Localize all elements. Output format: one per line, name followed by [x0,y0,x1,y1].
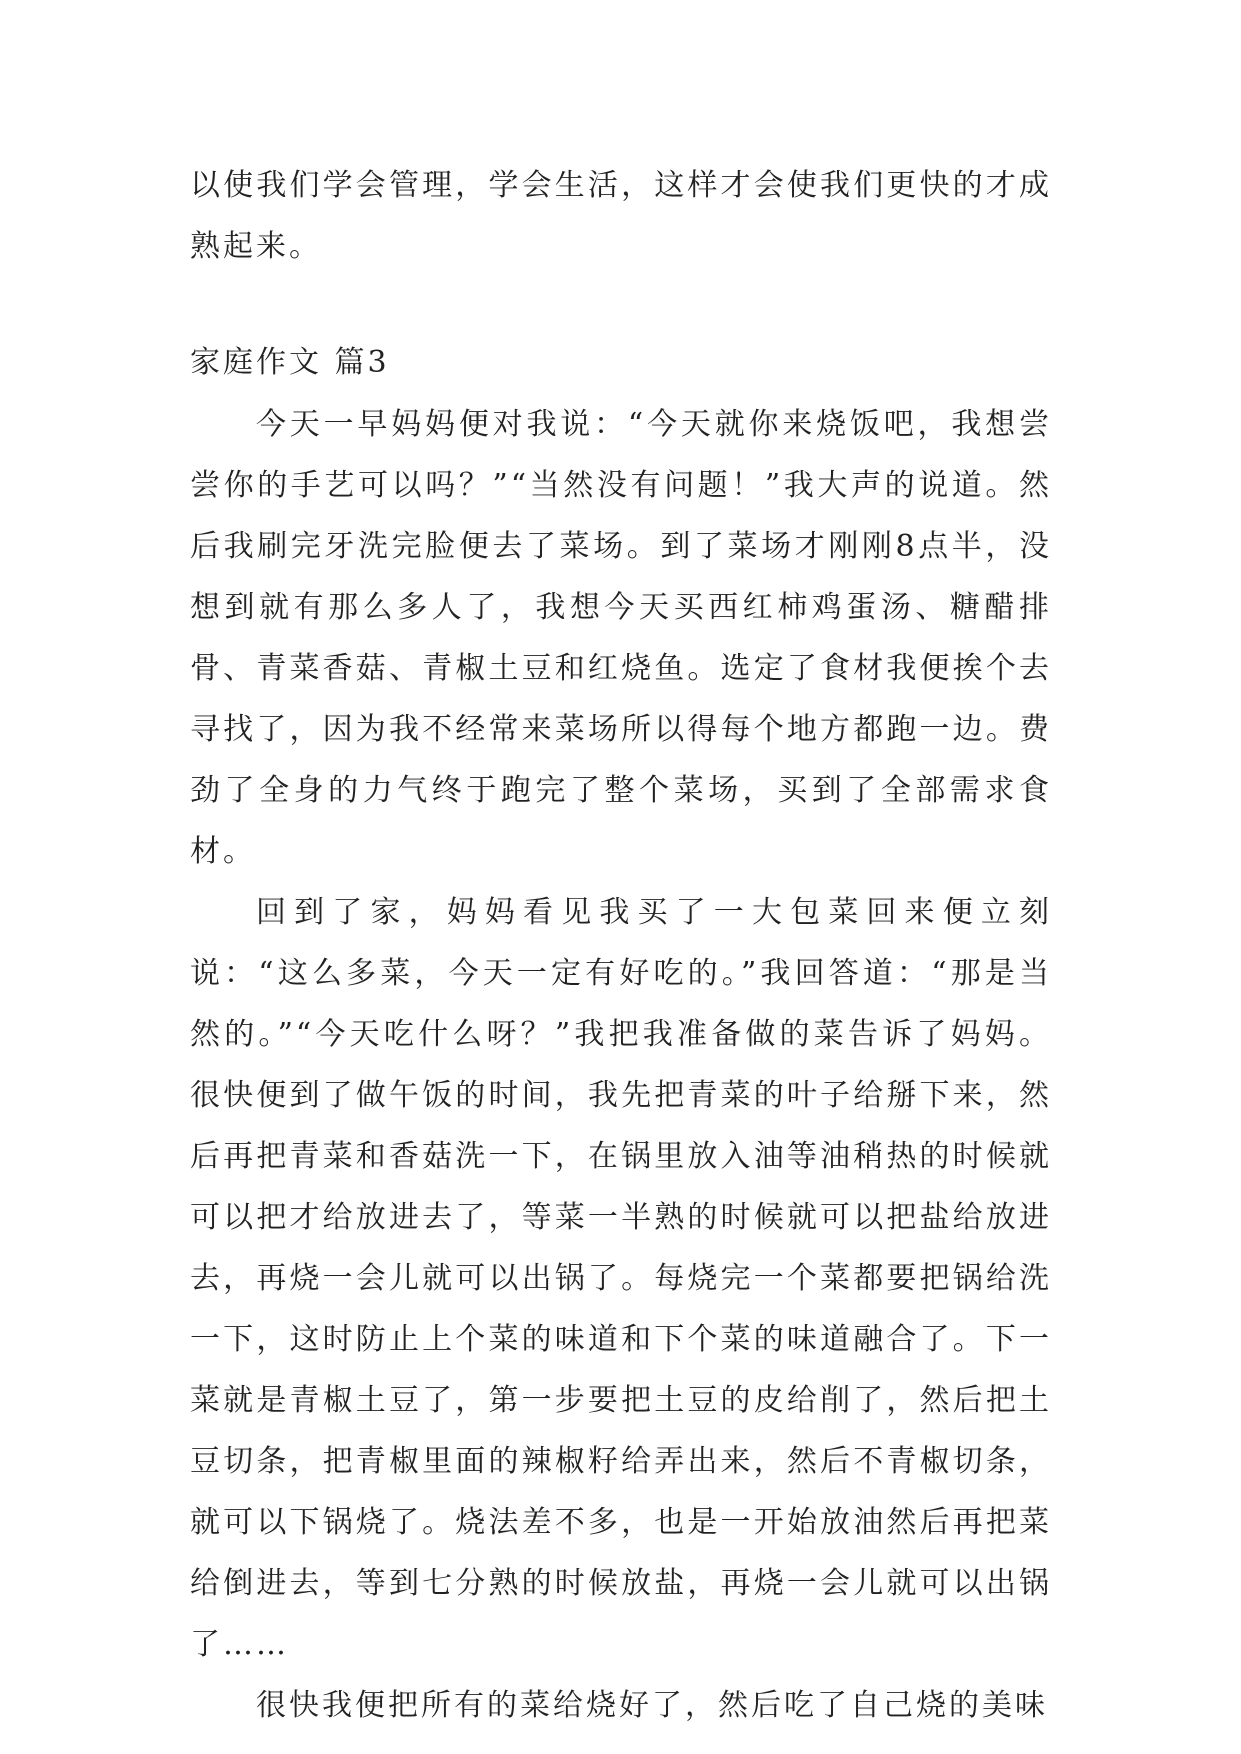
intro-paragraph [190,155,1052,277]
paragraph-1: 今天一早妈妈便对我说：“今天就你来烧饭吧，我想尝尝你的手艺可以吗？”“当然没有问题！”我大声的说道。然后我刷完牙洗完脸便去了菜场。到了菜场才刚刚8点半，没想到就有那么多人了，我想今天买西红柿鸡蛋汤、糖醋排骨、青菜香菇、青椒土豆和红烧鱼。选定了食材我便挨个去寻找了，因为我不经常来菜场所以得每个地方都跑一边。费劲了全身的力气终于跑完了整个菜场，买到了全部需求食材。 [190,407,1052,869]
essay-body [190,394,1052,1736]
paragraph-2: 回到了家，妈妈看见我买了一大包菜回来便立刻说：“这么多菜，今天一定有好吃的。”我回答道：“那是当然的。”“今天吃什么呀？”我把我准备做的菜告诉了妈妈。很快便到了做午饭的时间，我先把青菜的叶子给掰下来，然后再把青菜和香菇洗一下，在锅里放入油等油稍热的时候就可以把才给放进去了，等菜一半熟的时候就可以把盐给放进去，再烧一会儿就可以出锅了。每烧完一个菜都要把锅给洗一下，这时防止上个菜的味道和下个菜的味道融合了。下一菜就是青椒土豆了，第一步要把土豆的皮给削了，然后把土豆切条，把青椒里面的辣椒籽给弄出来，然后不青椒切条，就可以下锅烧了。烧法差不多，也是一开始放油然后再把菜给倒进去，等到七分熟的时候放盐，再烧一会儿就可以出锅了…… [190,895,1052,1662]
intro-text: 以使我们学会管理，学会生活，这样才会使我们更快的才成熟起来。 [190,168,1052,264]
section-heading: 家庭作文 篇3 [190,345,390,380]
paragraph-3: 很快我便把所有的菜给烧好了，然后吃了自己烧的美味 [256,1688,1048,1723]
